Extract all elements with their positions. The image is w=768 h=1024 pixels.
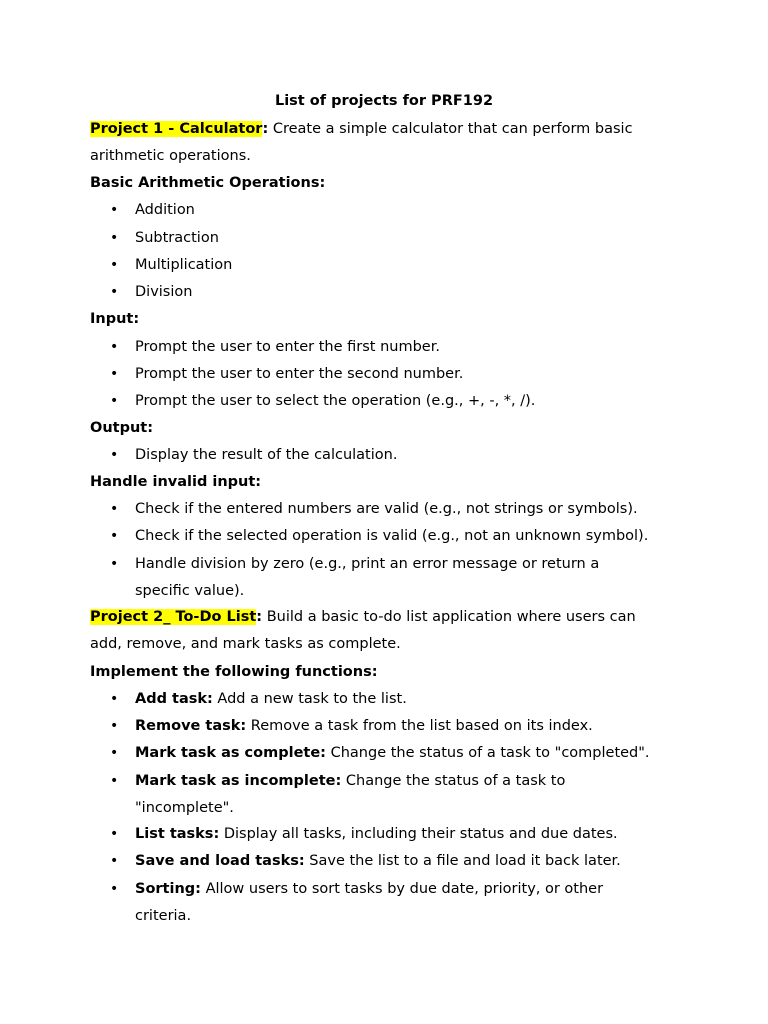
list-item: Check if the entered numbers are valid (e.g., not strings or symbols). xyxy=(135,501,638,517)
bullet-icon: • xyxy=(110,528,119,544)
invalid-input-heading: Handle invalid input: xyxy=(90,474,262,490)
bullet-icon: • xyxy=(110,202,119,218)
function-name: Add task: xyxy=(135,691,213,707)
function-name: Save and load tasks: xyxy=(135,853,305,869)
list-item: Display the result of the calculation. xyxy=(135,447,398,463)
bullet-icon: • xyxy=(110,853,119,869)
function-item xyxy=(135,743,650,763)
function-desc: Display all tasks, including their status and due dates. xyxy=(219,826,618,842)
function-name: Sorting: xyxy=(135,881,201,897)
list-item: Handle division by zero (e.g., print an error message or return a xyxy=(135,556,600,572)
list-item: Subtraction xyxy=(135,230,219,246)
function-item xyxy=(135,824,618,844)
arith-heading: Basic Arithmetic Operations: xyxy=(90,175,326,191)
function-desc: Allow users to sort tasks by due date, priority, or other xyxy=(200,881,604,897)
input-heading: Input: xyxy=(90,311,140,327)
list-item: Check if the selected operation is valid (e.g., not an unknown symbol). xyxy=(135,528,649,544)
bullet-icon: • xyxy=(110,393,119,409)
function-desc: Change the status of a task to xyxy=(341,773,566,789)
document-title: List of projects for PRF192 xyxy=(274,93,494,109)
project1-desc-line2: arithmetic operations. xyxy=(90,148,251,164)
function-item xyxy=(135,851,621,871)
list-item: Division xyxy=(135,284,193,300)
bullet-icon: • xyxy=(110,501,119,517)
list-item: Prompt the user to enter the second number. xyxy=(135,366,464,382)
function-item xyxy=(135,879,603,899)
project2-desc-line1: Build a basic to-do list application where users can xyxy=(262,609,636,625)
bullet-icon: • xyxy=(110,257,119,273)
list-item: Prompt the user to select the operation (e.g., +, -, *, /). xyxy=(135,393,536,409)
project2-desc-line2: add, remove, and mark tasks as complete. xyxy=(90,636,401,652)
list-item: Addition xyxy=(135,202,195,218)
function-item xyxy=(135,689,407,709)
project1-label: Project 1 - Calculator xyxy=(90,121,263,137)
function-item xyxy=(135,771,565,791)
function-desc: Remove a task from the list based on its index. xyxy=(246,718,593,734)
output-heading: Output: xyxy=(90,420,154,436)
function-desc: Change the status of a task to "completed". xyxy=(325,745,650,761)
function-item-continuation: "incomplete". xyxy=(135,800,234,816)
function-desc: Save the list to a file and load it back later. xyxy=(304,853,621,869)
function-name: List tasks: xyxy=(135,826,220,842)
bullet-icon: • xyxy=(110,284,119,300)
list-item-continuation: specific value). xyxy=(135,583,245,599)
bullet-icon: • xyxy=(110,230,119,246)
bullet-icon: • xyxy=(110,773,119,789)
bullet-icon: • xyxy=(110,339,119,355)
functions-heading: Implement the following functions: xyxy=(90,664,378,680)
bullet-icon: • xyxy=(110,366,119,382)
bullet-icon: • xyxy=(110,881,119,897)
function-name: Mark task as complete: xyxy=(135,745,326,761)
function-item xyxy=(135,716,593,736)
bullet-icon: • xyxy=(110,745,119,761)
bullet-icon: • xyxy=(110,447,119,463)
bullet-icon: • xyxy=(110,826,119,842)
project1-colon: : xyxy=(262,121,269,137)
project2-label: Project 2_ To-Do List xyxy=(90,609,257,625)
function-item-continuation: criteria. xyxy=(135,908,192,924)
list-item: Multiplication xyxy=(135,257,233,273)
function-name: Remove task: xyxy=(135,718,247,734)
project1-desc-line1: Create a simple calculator that can perform basic xyxy=(268,121,633,137)
bullet-icon: • xyxy=(110,556,119,572)
project2-intro xyxy=(90,607,636,627)
function-name: Mark task as incomplete: xyxy=(135,773,342,789)
function-desc: Add a new task to the list. xyxy=(212,691,407,707)
list-item: Prompt the user to enter the first number. xyxy=(135,339,440,355)
project2-colon: : xyxy=(256,609,263,625)
bullet-icon: • xyxy=(110,718,119,734)
project1-intro xyxy=(90,119,633,139)
bullet-icon: • xyxy=(110,691,119,707)
